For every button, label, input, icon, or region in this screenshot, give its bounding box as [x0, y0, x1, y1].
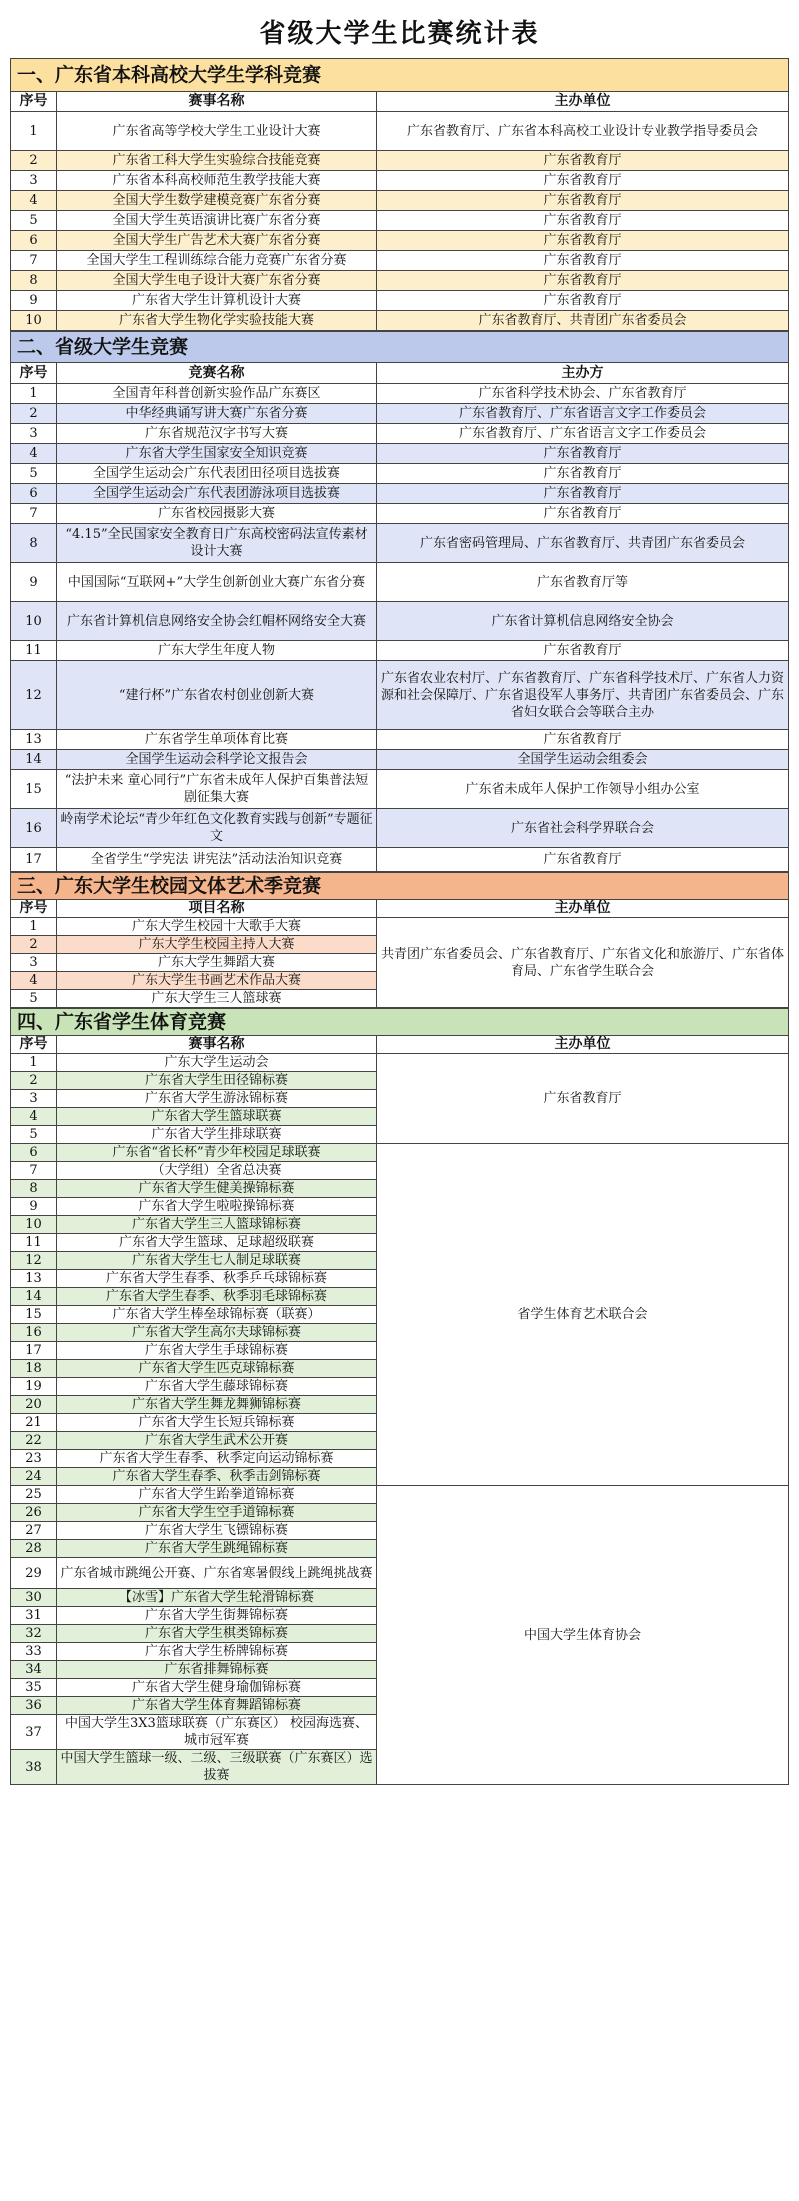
sections-container — [10, 58, 789, 1785]
table-row — [11, 750, 789, 770]
event-name: 全国学生运动会科学论文报告会 — [57, 750, 377, 770]
event-name: 中国大学生篮球一级、二级、三级联赛（广东赛区）选拔赛 — [57, 1750, 377, 1785]
event-name: 广东省大学生国家安全知识竞赛 — [57, 444, 377, 464]
row-number: 7 — [11, 504, 57, 524]
row-number: 3 — [11, 424, 57, 444]
event-name: 广东省大学生篮球联赛 — [57, 1108, 377, 1126]
row-number: 34 — [11, 1661, 57, 1679]
row-number: 5 — [11, 211, 57, 231]
event-name: “法护未来 童心同行”广东省未成年人保护百集普法短剧征集大赛 — [57, 770, 377, 809]
column-header-org: 主办方 — [377, 363, 789, 384]
event-name: 广东省大学生舞龙舞狮锦标赛 — [57, 1396, 377, 1414]
event-name: “建行杯”广东省农村创业创新大赛 — [57, 661, 377, 730]
organizer: 广东省教育厅 — [377, 251, 789, 271]
row-number: 6 — [11, 1144, 57, 1162]
event-name: 广东省大学生三人篮球锦标赛 — [57, 1216, 377, 1234]
row-number: 32 — [11, 1625, 57, 1643]
event-name: 广东省大学生田径锦标赛 — [57, 1072, 377, 1090]
row-number: 19 — [11, 1378, 57, 1396]
event-name: 广东省大学生飞镖锦标赛 — [57, 1522, 377, 1540]
event-name: 广东省大学生健身瑜伽锦标赛 — [57, 1679, 377, 1697]
section-heading: 三、广东大学生校园文体艺术季竞赛 — [11, 873, 789, 900]
event-name: 广东省大学生啦啦操锦标赛 — [57, 1198, 377, 1216]
row-number: 16 — [11, 809, 57, 848]
column-header-no: 序号 — [11, 900, 57, 918]
organizer: 广东省教育厅 — [377, 271, 789, 291]
event-name: 广东大学生校园十大歌手大赛 — [57, 918, 377, 936]
organizer: 广东省教育厅 — [377, 151, 789, 171]
table-row — [11, 484, 789, 504]
table-row — [11, 444, 789, 464]
row-number: 4 — [11, 972, 57, 990]
organizer: 广东省教育厅 — [377, 484, 789, 504]
row-number: 21 — [11, 1414, 57, 1432]
event-name: 广东省计算机信息网络安全协会红帽杯网络安全大赛 — [57, 602, 377, 641]
event-name: 广东省大学生藤球锦标赛 — [57, 1378, 377, 1396]
organizer: 广东省教育厅、共青团广东省委员会 — [377, 311, 789, 331]
column-header-name: 赛事名称 — [57, 1036, 377, 1054]
row-number: 7 — [11, 251, 57, 271]
organizer: 广东省社会科学界联合会 — [377, 809, 789, 848]
row-number: 16 — [11, 1324, 57, 1342]
event-name: “4.15”全民国家安全教育日广东高校密码法宣传素材设计大赛 — [57, 524, 377, 563]
row-number: 38 — [11, 1750, 57, 1785]
row-number: 11 — [11, 641, 57, 661]
row-number: 2 — [11, 1072, 57, 1090]
table-row — [11, 524, 789, 563]
event-name: 全国学生运动会广东代表团游泳项目选拔赛 — [57, 484, 377, 504]
row-number: 1 — [11, 384, 57, 404]
row-number: 12 — [11, 1252, 57, 1270]
row-number: 8 — [11, 1180, 57, 1198]
table-row — [11, 271, 789, 291]
event-name: 广东省大学生健美操锦标赛 — [57, 1180, 377, 1198]
event-name: 全国大学生数学建模竞赛广东省分赛 — [57, 191, 377, 211]
table-row — [11, 661, 789, 730]
row-number: 2 — [11, 936, 57, 954]
row-number: 35 — [11, 1679, 57, 1697]
row-number: 5 — [11, 464, 57, 484]
table-row — [11, 809, 789, 848]
row-number: 10 — [11, 311, 57, 331]
event-name: 广东省大学生篮球、足球超级联赛 — [57, 1234, 377, 1252]
event-name: （大学组）全省总决赛 — [57, 1162, 377, 1180]
organizer: 广东省科学技术协会、广东省教育厅 — [377, 384, 789, 404]
organizer: 广东省教育厅、广东省语言文字工作委员会 — [377, 424, 789, 444]
column-header-name: 赛事名称 — [57, 92, 377, 112]
organizer: 广东省未成年人保护工作领导小组办公室 — [377, 770, 789, 809]
row-number: 7 — [11, 1162, 57, 1180]
row-number: 3 — [11, 954, 57, 972]
row-number: 25 — [11, 1486, 57, 1504]
row-number: 28 — [11, 1540, 57, 1558]
organizer: 广东省计算机信息网络安全协会 — [377, 602, 789, 641]
organizer: 广东省教育厅 — [377, 464, 789, 484]
section-heading: 四、广东省学生体育竞赛 — [11, 1009, 789, 1036]
organizer: 广东省教育厅 — [377, 444, 789, 464]
organizer-merged: 中国大学生体育协会 — [377, 1486, 789, 1785]
table-row — [11, 602, 789, 641]
column-header-no: 序号 — [11, 92, 57, 112]
organizer: 全国学生运动会组委会 — [377, 750, 789, 770]
table-row — [11, 641, 789, 661]
event-name: 广东省大学生物化学实验技能大赛 — [57, 311, 377, 331]
organizer: 广东省教育厅 — [377, 291, 789, 311]
event-name: 【冰雪】广东省大学生轮滑锦标赛 — [57, 1589, 377, 1607]
column-header-org: 主办单位 — [377, 900, 789, 918]
event-name: 广东省大学生体育舞蹈锦标赛 — [57, 1697, 377, 1715]
table-row — [11, 1054, 789, 1072]
row-number: 15 — [11, 770, 57, 809]
event-name: 广东省本科高校师范生教学技能大赛 — [57, 171, 377, 191]
table-row — [11, 251, 789, 271]
event-name: 广东省工科大学生实验综合技能竞赛 — [57, 151, 377, 171]
column-header-no: 序号 — [11, 1036, 57, 1054]
event-name: 广东省大学生棒垒球锦标赛（联赛） — [57, 1306, 377, 1324]
row-number: 10 — [11, 1216, 57, 1234]
event-name: 广东省大学生空手道锦标赛 — [57, 1504, 377, 1522]
event-name: 全省学生“学宪法 讲宪法”活动法治知识竞赛 — [57, 848, 377, 872]
event-name: 广东大学生年度人物 — [57, 641, 377, 661]
event-name: 广东省大学生高尔夫球锦标赛 — [57, 1324, 377, 1342]
row-number: 33 — [11, 1643, 57, 1661]
event-name: 广东省排舞锦标赛 — [57, 1661, 377, 1679]
row-number: 3 — [11, 171, 57, 191]
event-name: 广东省大学生七人制足球联赛 — [57, 1252, 377, 1270]
event-name: 岭南学术论坛“青少年红色文化教育实践与创新”专题征文 — [57, 809, 377, 848]
section-heading: 一、广东省本科高校大学生学科竞赛 — [11, 59, 789, 92]
row-number: 6 — [11, 231, 57, 251]
table-row — [11, 504, 789, 524]
table-row — [11, 211, 789, 231]
table-row — [11, 848, 789, 872]
event-name: 广东省大学生武术公开赛 — [57, 1432, 377, 1450]
column-header-no: 序号 — [11, 363, 57, 384]
row-number: 1 — [11, 1054, 57, 1072]
organizer: 广东省教育厅 — [377, 848, 789, 872]
event-name: 广东省大学生游泳锦标赛 — [57, 1090, 377, 1108]
section-table-4 — [10, 1008, 789, 1785]
page-title: 省级大学生比赛统计表 — [259, 19, 540, 49]
row-number: 30 — [11, 1589, 57, 1607]
row-number: 6 — [11, 484, 57, 504]
row-number: 14 — [11, 750, 57, 770]
organizer: 广东省教育厅、广东省语言文字工作委员会 — [377, 404, 789, 424]
table-row — [11, 563, 789, 602]
row-number: 12 — [11, 661, 57, 730]
row-number: 14 — [11, 1288, 57, 1306]
row-number: 8 — [11, 524, 57, 563]
row-number: 3 — [11, 1090, 57, 1108]
event-name: 广东省大学生排球联赛 — [57, 1126, 377, 1144]
organizer: 广东省教育厅 — [377, 641, 789, 661]
table-row — [11, 404, 789, 424]
table-row — [11, 151, 789, 171]
table-row — [11, 112, 789, 151]
organizer: 广东省教育厅 — [377, 231, 789, 251]
table-row — [11, 770, 789, 809]
organizer: 广东省密码管理局、广东省教育厅、共青团广东省委员会 — [377, 524, 789, 563]
row-number: 4 — [11, 191, 57, 211]
row-number: 1 — [11, 112, 57, 151]
organizer: 广东省教育厅、广东省本科高校工业设计专业教学指导委员会 — [377, 112, 789, 151]
event-name: 广东省大学生长短兵锦标赛 — [57, 1414, 377, 1432]
row-number: 29 — [11, 1558, 57, 1589]
event-name: 广东大学生书画艺术作品大赛 — [57, 972, 377, 990]
table-row — [11, 171, 789, 191]
organizer-merged: 广东省教育厅 — [377, 1054, 789, 1144]
row-number: 1 — [11, 918, 57, 936]
column-header-name: 项目名称 — [57, 900, 377, 918]
event-name: 广东省大学生棋类锦标赛 — [57, 1625, 377, 1643]
row-number: 2 — [11, 151, 57, 171]
event-name: 广东省大学生手球锦标赛 — [57, 1342, 377, 1360]
organizer: 广东省教育厅 — [377, 191, 789, 211]
event-name: 广东省大学生计算机设计大赛 — [57, 291, 377, 311]
event-name: 广东省高等学校大学生工业设计大赛 — [57, 112, 377, 151]
column-header-org: 主办单位 — [377, 1036, 789, 1054]
row-number: 13 — [11, 1270, 57, 1288]
event-name: 广东省规范汉字书写大赛 — [57, 424, 377, 444]
row-number: 18 — [11, 1360, 57, 1378]
table-row — [11, 1486, 789, 1504]
organizer: 广东省教育厅 — [377, 730, 789, 750]
table-row — [11, 311, 789, 331]
table-row — [11, 464, 789, 484]
event-name: 全国大学生英语演讲比赛广东省分赛 — [57, 211, 377, 231]
event-name: 广东省大学生春季、秋季定向运动锦标赛 — [57, 1450, 377, 1468]
row-number: 10 — [11, 602, 57, 641]
section-table-3 — [10, 872, 789, 1008]
row-number: 9 — [11, 563, 57, 602]
event-name: 广东省大学生春季、秋季羽毛球锦标赛 — [57, 1288, 377, 1306]
organizer: 广东省教育厅等 — [377, 563, 789, 602]
organizer: 广东省教育厅 — [377, 171, 789, 191]
event-name: 中华经典诵写讲大赛广东省分赛 — [57, 404, 377, 424]
organizer-merged: 省学生体育艺术联合会 — [377, 1144, 789, 1486]
row-number: 27 — [11, 1522, 57, 1540]
row-number: 17 — [11, 1342, 57, 1360]
table-row — [11, 1144, 789, 1162]
statistics-sheet — [10, 10, 789, 1785]
event-name: 全国大学生广告艺术大赛广东省分赛 — [57, 231, 377, 251]
column-header-org: 主办单位 — [377, 92, 789, 112]
row-number: 24 — [11, 1468, 57, 1486]
section-table-2 — [10, 331, 789, 872]
event-name: 全国大学生电子设计大赛广东省分赛 — [57, 271, 377, 291]
organizer: 广东省农业农村厅、广东省教育厅、广东省科学技术厅、广东省人力资源和社会保障厅、广东省退役军人事务厅、共青团广东省委员会、广东省妇女联合会等联合主办 — [377, 661, 789, 730]
row-number: 15 — [11, 1306, 57, 1324]
event-name: 全国大学生工程训练综合能力竞赛广东省分赛 — [57, 251, 377, 271]
organizer: 广东省教育厅 — [377, 504, 789, 524]
event-name: 广东省大学生跆拳道锦标赛 — [57, 1486, 377, 1504]
row-number: 26 — [11, 1504, 57, 1522]
organizer-merged: 共青团广东省委员会、广东省教育厅、广东省文化和旅游厅、广东省体育局、广东省学生联合会 — [377, 918, 789, 1008]
event-name: 广东省大学生街舞锦标赛 — [57, 1607, 377, 1625]
row-number: 31 — [11, 1607, 57, 1625]
row-number: 23 — [11, 1450, 57, 1468]
section-heading: 二、省级大学生竞赛 — [11, 332, 789, 363]
table-row — [11, 231, 789, 251]
organizer: 广东省教育厅 — [377, 211, 789, 231]
table-row — [11, 424, 789, 444]
event-name: 广东大学生运动会 — [57, 1054, 377, 1072]
event-name: 广东省校园摄影大赛 — [57, 504, 377, 524]
row-number: 13 — [11, 730, 57, 750]
event-name: 广东省“省长杯”青少年校园足球联赛 — [57, 1144, 377, 1162]
row-number: 4 — [11, 444, 57, 464]
table-row — [11, 384, 789, 404]
event-name: 广东省大学生桥牌锦标赛 — [57, 1643, 377, 1661]
section-table-1 — [10, 58, 789, 331]
row-number: 4 — [11, 1108, 57, 1126]
row-number: 9 — [11, 291, 57, 311]
event-name: 全国学生运动会广东代表团田径项目选拔赛 — [57, 464, 377, 484]
event-name: 广东省大学生跳绳锦标赛 — [57, 1540, 377, 1558]
row-number: 9 — [11, 1198, 57, 1216]
event-name: 广东大学生舞蹈大赛 — [57, 954, 377, 972]
row-number: 17 — [11, 848, 57, 872]
row-number: 37 — [11, 1715, 57, 1750]
table-row — [11, 291, 789, 311]
row-number: 36 — [11, 1697, 57, 1715]
row-number: 2 — [11, 404, 57, 424]
event-name: 广东省大学生春季、秋季击剑锦标赛 — [57, 1468, 377, 1486]
row-number: 8 — [11, 271, 57, 291]
row-number: 20 — [11, 1396, 57, 1414]
table-row — [11, 918, 789, 936]
event-name: 广东省大学生匹克球锦标赛 — [57, 1360, 377, 1378]
event-name: 广东大学生校园主持人大赛 — [57, 936, 377, 954]
row-number: 5 — [11, 990, 57, 1008]
event-name: 全国青年科普创新实验作品广东赛区 — [57, 384, 377, 404]
event-name: 广东省城市跳绳公开赛、广东省寒暑假线上跳绳挑战赛 — [57, 1558, 377, 1589]
event-name: 广东大学生三人篮球赛 — [57, 990, 377, 1008]
row-number: 11 — [11, 1234, 57, 1252]
event-name: 中国国际“互联网+”大学生创新创业大赛广东省分赛 — [57, 563, 377, 602]
event-name: 中国大学生3X3篮球联赛（广东赛区） 校园海选赛、城市冠军赛 — [57, 1715, 377, 1750]
event-name: 广东省学生单项体育比赛 — [57, 730, 377, 750]
row-number: 22 — [11, 1432, 57, 1450]
event-name: 广东省大学生春季、秋季乒乓球锦标赛 — [57, 1270, 377, 1288]
table-row — [11, 730, 789, 750]
column-header-name: 竞赛名称 — [57, 363, 377, 384]
row-number: 5 — [11, 1126, 57, 1144]
table-row — [11, 191, 789, 211]
